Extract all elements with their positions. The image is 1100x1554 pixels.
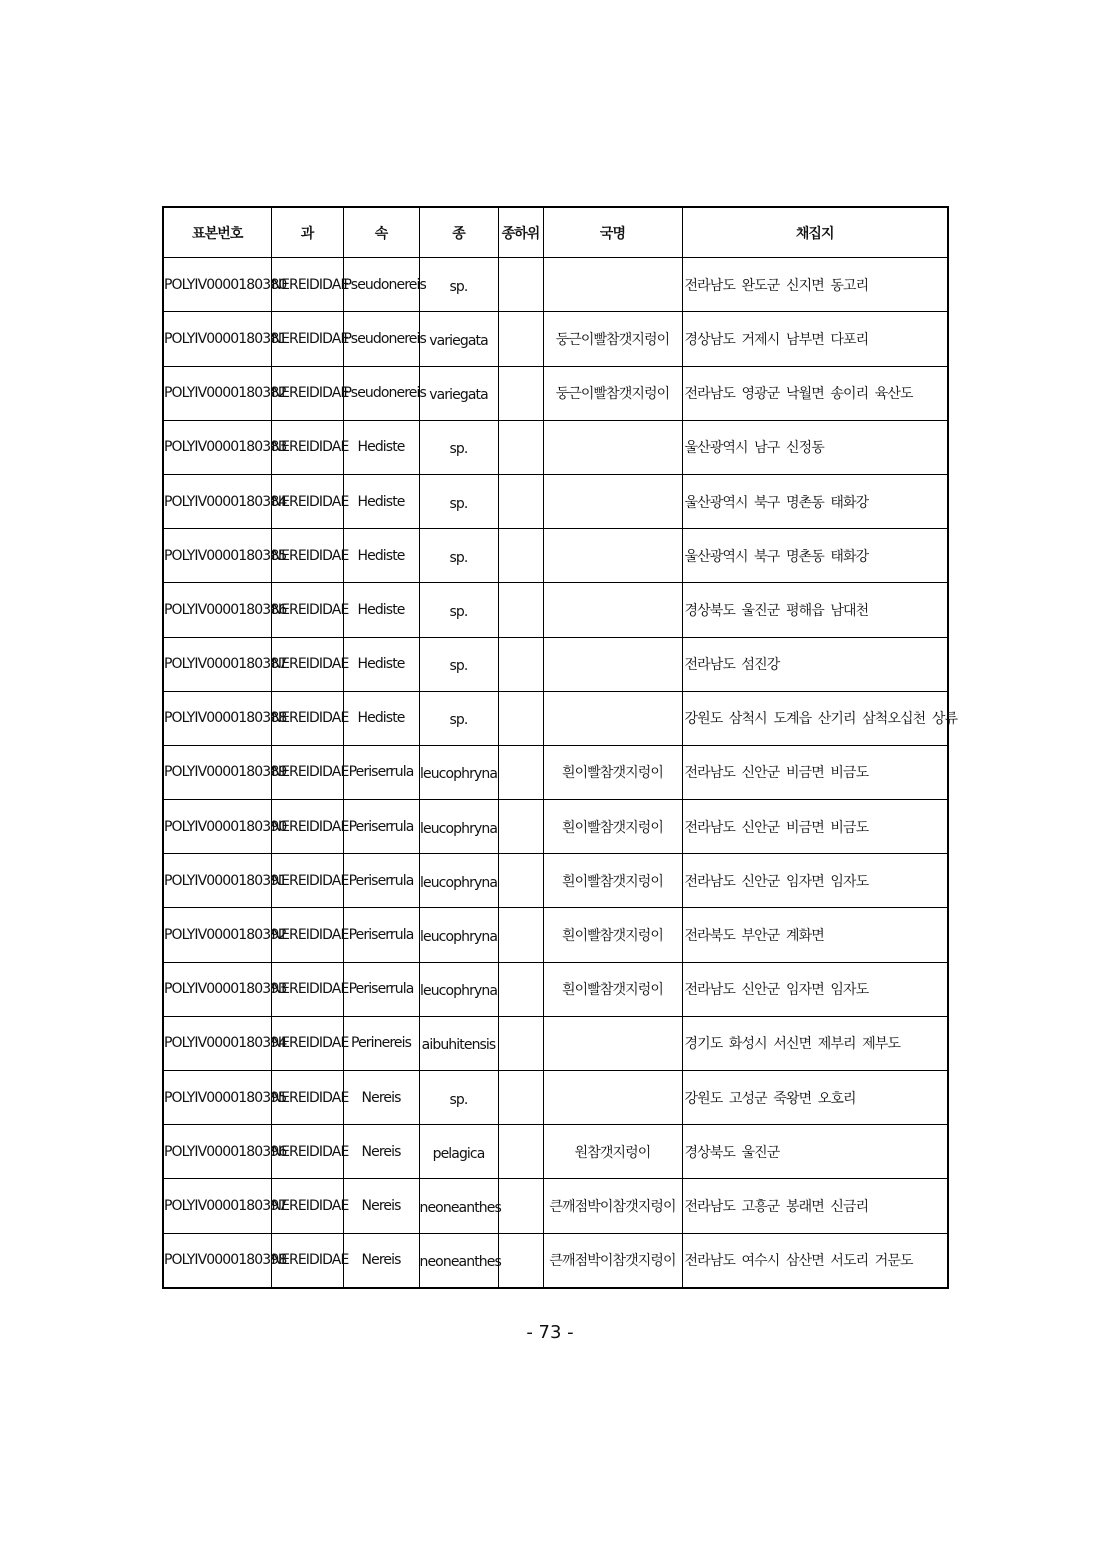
species-cell: leucophryna [419, 745, 498, 799]
family-cell: NEREIDIDAE [271, 908, 343, 962]
korean-name-cell [543, 691, 682, 745]
specimen-number-cell: POLYIV0000180385 [163, 529, 271, 583]
species-cell: neoneanthes [419, 1179, 498, 1233]
korean-name-cell: 흰이빨참갯지렁이 [543, 908, 682, 962]
genus-cell: Periserrula [343, 854, 419, 908]
subspecies-cell [498, 691, 543, 745]
species-cell: pelagica [419, 1125, 498, 1179]
family-cell: NEREIDIDAE [271, 420, 343, 474]
korean-name-cell [543, 474, 682, 528]
korean-name-cell: 원참갯지렁이 [543, 1125, 682, 1179]
genus-cell: Periserrula [343, 745, 419, 799]
collection-site-cell: 경상남도 거제시 남부면 다포리 [682, 312, 948, 366]
specimen-number-cell: POLYIV0000180384 [163, 474, 271, 528]
family-cell: NEREIDIDAE [271, 583, 343, 637]
table-row [163, 258, 948, 312]
specimen-number-cell: POLYIV0000180395 [163, 1071, 271, 1125]
specimen-number-cell: POLYIV0000180382 [163, 366, 271, 420]
table-row [163, 529, 948, 583]
species-cell: leucophryna [419, 962, 498, 1016]
page-number: - 73 - [526, 1322, 574, 1343]
species-cell: neoneanthes [419, 1233, 498, 1288]
specimen-number-cell: POLYIV0000180380 [163, 258, 271, 312]
table-row [163, 1179, 948, 1233]
family-cell: NEREIDIDAE [271, 474, 343, 528]
specimen-number-cell: POLYIV0000180388 [163, 691, 271, 745]
collection-site-cell: 전라남도 여수시 삼산면 서도리 거문도 [682, 1233, 948, 1288]
korean-name-cell: 둥근이빨참갯지렁이 [543, 312, 682, 366]
species-cell: variegata [419, 366, 498, 420]
table-row [163, 1016, 948, 1070]
genus-cell: Hediste [343, 474, 419, 528]
header-row [163, 207, 948, 258]
subspecies-cell [498, 1071, 543, 1125]
species-cell: variegata [419, 312, 498, 366]
korean-name-cell [543, 420, 682, 474]
species-cell: sp. [419, 474, 498, 528]
species-cell: sp. [419, 637, 498, 691]
subspecies-cell [498, 529, 543, 583]
collection-site-cell: 전라남도 신안군 비금면 비금도 [682, 800, 948, 854]
subspecies-cell [498, 1016, 543, 1070]
subspecies-cell [498, 962, 543, 1016]
table-row [163, 745, 948, 799]
subspecies-cell [498, 800, 543, 854]
family-cell: NEREIDIDAE [271, 258, 343, 312]
korean-name-cell: 흰이빨참갯지렁이 [543, 962, 682, 1016]
species-cell: leucophryna [419, 908, 498, 962]
specimen-table [162, 206, 958, 1289]
genus-cell: Hediste [343, 420, 419, 474]
header-genus: 속 [343, 207, 419, 258]
genus-cell: Pseudonereis [343, 312, 419, 366]
korean-name-cell [543, 1016, 682, 1070]
family-cell: NEREIDIDAE [271, 637, 343, 691]
family-cell: NEREIDIDAE [271, 1016, 343, 1070]
table-row [163, 637, 948, 691]
korean-name-cell: 큰깨점박이참갯지렁이 [543, 1179, 682, 1233]
subspecies-cell [498, 637, 543, 691]
species-cell: sp. [419, 691, 498, 745]
korean-name-cell [543, 583, 682, 637]
specimen-number-cell: POLYIV0000180394 [163, 1016, 271, 1070]
header-subspecies: 종하위 [498, 207, 543, 258]
subspecies-cell [498, 474, 543, 528]
table-row [163, 1125, 948, 1179]
korean-name-cell [543, 1071, 682, 1125]
specimen-number-cell: POLYIV0000180391 [163, 854, 271, 908]
genus-cell: Nereis [343, 1071, 419, 1125]
subspecies-cell [498, 908, 543, 962]
subspecies-cell [498, 366, 543, 420]
family-cell: NEREIDIDAE [271, 745, 343, 799]
specimen-number-cell: POLYIV0000180389 [163, 745, 271, 799]
collection-site-cell: 강원도 삼척시 도계읍 산기리 삼척오십천 상류 [682, 691, 948, 745]
family-cell: NEREIDIDAE [271, 691, 343, 745]
collection-site-cell: 경상북도 울진군 [682, 1125, 948, 1179]
table-row [163, 1233, 948, 1288]
subspecies-cell [498, 745, 543, 799]
header-specimen-number: 표본번호 [163, 207, 271, 258]
subspecies-cell [498, 854, 543, 908]
subspecies-cell [498, 420, 543, 474]
family-cell: NEREIDIDAE [271, 1125, 343, 1179]
collection-site-cell: 전라남도 신안군 비금면 비금도 [682, 745, 948, 799]
table-row [163, 420, 948, 474]
subspecies-cell [498, 1125, 543, 1179]
family-cell: NEREIDIDAE [271, 1071, 343, 1125]
family-cell: NEREIDIDAE [271, 312, 343, 366]
specimen-number-cell: POLYIV0000180383 [163, 420, 271, 474]
subspecies-cell [498, 583, 543, 637]
species-cell: sp. [419, 583, 498, 637]
genus-cell: Nereis [343, 1233, 419, 1288]
table-row [163, 962, 948, 1016]
subspecies-cell [498, 1179, 543, 1233]
species-cell: sp. [419, 420, 498, 474]
table-row [163, 691, 948, 745]
header-collection-site: 채집지 [682, 207, 948, 258]
species-cell: sp. [419, 258, 498, 312]
collection-site-cell: 울산광역시 북구 명촌동 태화강 [682, 529, 948, 583]
collection-site-cell: 전라남도 고흥군 봉래면 신금리 [682, 1179, 948, 1233]
genus-cell: Pseudonereis [343, 258, 419, 312]
specimen-number-cell: POLYIV0000180396 [163, 1125, 271, 1179]
family-cell: NEREIDIDAE [271, 529, 343, 583]
species-cell: sp. [419, 529, 498, 583]
collection-site-cell: 경상북도 울진군 평해읍 남대천 [682, 583, 948, 637]
korean-name-cell: 흰이빨참갯지렁이 [543, 854, 682, 908]
subspecies-cell [498, 312, 543, 366]
header-korean-name: 국명 [543, 207, 682, 258]
genus-cell: Periserrula [343, 962, 419, 1016]
table-row [163, 366, 948, 420]
genus-cell: Periserrula [343, 800, 419, 854]
species-cell: aibuhitensis [419, 1016, 498, 1070]
collection-site-cell: 울산광역시 북구 명촌동 태화강 [682, 474, 948, 528]
korean-name-cell [543, 637, 682, 691]
table-row [163, 800, 948, 854]
table-row [163, 474, 948, 528]
collection-site-cell: 울산광역시 남구 신정동 [682, 420, 948, 474]
collection-site-cell: 전라북도 부안군 계화면 [682, 908, 948, 962]
collection-site-cell: 전라남도 영광군 낙월면 송이리 육산도 [682, 366, 948, 420]
specimen-number-cell: POLYIV0000180398 [163, 1233, 271, 1288]
subspecies-cell [498, 258, 543, 312]
table-body [163, 258, 958, 1288]
collection-site-cell: 강원도 고성군 죽왕면 오호리 [682, 1071, 948, 1125]
korean-name-cell: 둥근이빨참갯지렁이 [543, 366, 682, 420]
korean-name-cell: 흰이빨참갯지렁이 [543, 800, 682, 854]
table-row [163, 312, 948, 366]
table-row [163, 1071, 948, 1125]
family-cell: NEREIDIDAE [271, 800, 343, 854]
family-cell: NEREIDIDAE [271, 1179, 343, 1233]
table-row [163, 908, 948, 962]
genus-cell: Pseudonereis [343, 366, 419, 420]
specimen-number-cell: POLYIV0000180397 [163, 1179, 271, 1233]
collection-site-cell: 전라남도 신안군 임자면 임자도 [682, 962, 948, 1016]
genus-cell: Nereis [343, 1125, 419, 1179]
genus-cell: Hediste [343, 529, 419, 583]
subspecies-cell [498, 1233, 543, 1288]
genus-cell: Periserrula [343, 908, 419, 962]
family-cell: NEREIDIDAE [271, 366, 343, 420]
specimen-number-cell: POLYIV0000180392 [163, 908, 271, 962]
collection-site-cell: 전라남도 신안군 임자면 임자도 [682, 854, 948, 908]
specimen-number-cell: POLYIV0000180386 [163, 583, 271, 637]
collection-site-cell: 경기도 화성시 서신면 제부리 제부도 [682, 1016, 948, 1070]
table-row [163, 854, 948, 908]
header-family: 과 [271, 207, 343, 258]
collection-site-cell: 전라남도 완도군 신지면 동고리 [682, 258, 948, 312]
specimen-number-cell: POLYIV0000180381 [163, 312, 271, 366]
species-cell: leucophryna [419, 854, 498, 908]
genus-cell: Hediste [343, 691, 419, 745]
species-cell: sp. [419, 1071, 498, 1125]
family-cell: NEREIDIDAE [271, 854, 343, 908]
specimen-number-cell: POLYIV0000180390 [163, 800, 271, 854]
genus-cell: Nereis [343, 1179, 419, 1233]
genus-cell: Hediste [343, 583, 419, 637]
korean-name-cell: 큰깨점박이참갯지렁이 [543, 1233, 682, 1288]
korean-name-cell [543, 529, 682, 583]
family-cell: NEREIDIDAE [271, 962, 343, 1016]
korean-name-cell [543, 258, 682, 312]
specimen-number-cell: POLYIV0000180393 [163, 962, 271, 1016]
collection-site-cell: 전라남도 섬진강 [682, 637, 948, 691]
table-row [163, 583, 948, 637]
species-cell: leucophryna [419, 800, 498, 854]
header-species: 종 [419, 207, 498, 258]
genus-cell: Perinereis [343, 1016, 419, 1070]
genus-cell: Hediste [343, 637, 419, 691]
family-cell: NEREIDIDAE [271, 1233, 343, 1288]
specimen-number-cell: POLYIV0000180387 [163, 637, 271, 691]
korean-name-cell: 흰이빨참갯지렁이 [543, 745, 682, 799]
